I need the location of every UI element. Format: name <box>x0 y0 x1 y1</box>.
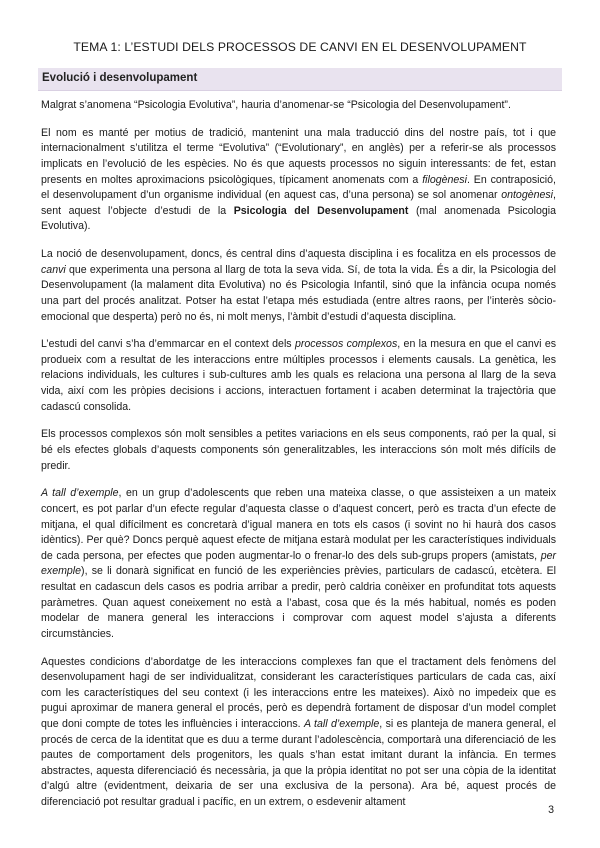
emphasis-filogenesi: filogènesi <box>422 173 467 186</box>
section-heading: Evolució i desenvolupament <box>42 72 198 84</box>
paragraph-4: L’estudi del canvi s’ha d’emmarcar en el context dels processos complexos, en la mesura en que el canvi es produeix com a resultat de les interaccions entre múltiples processos i elements causals. La genètica, les relacions individuals, les cultures i sub-cultures amb les quals es relaciona una persona al llarg de la seva vida, així com les pròpies decisions i accions, interactuen fortament i acaben determinat la trajectòria que cadascú consolida. <box>41 338 557 413</box>
paragraph-6: A tall d’exemple, en un grup d’adolescents que reben una mateixa classe, o que assisteixen a un mateix concert, es pot parlar d’un efecte regular d’aquesta classe o d’aquest concert, però es tracta d’un efecte de mitjana, el qual difícilment es concretarà d’igual manera en tots els casos (i sovint no hi haurà dos casos idèntics). Per què? Doncs perquè aquest efecte de mitjana estarà modulat per les característiques individuals de cada persona, per efectes que poden augmentar-lo o frenar-lo des dels sub-grups propers (amistats, per exemple), se li donarà significat en funció de les experiències prèvies, particulars de cadascú, etcètera. El resultat en cadascun dels casos es podria arribar a predir, però caldria conèixer en profunditat tots aquests paràmetres. Quan aquest coneixement no està a l’abast, cosa que és la més habitual, només es poden modelar de manera general les interaccions i comprovar com aquest model s’ajusta a diferents circumstàncies. <box>41 487 557 640</box>
strong-psicologia-desenvolupament: Psicologia del Desenvolupament <box>233 204 409 217</box>
emphasis-ontogenesi: ontogènesi <box>501 189 554 202</box>
paragraph-1: Malgrat s’anomena “Psicologia Evolutiva”, hauria d’anomenar-se “Psicologia del Desenvolupament”. <box>41 99 511 111</box>
title-main: L’ESTUDI DELS PROCESSOS DE CANVI EN EL DESENVOLUPAMENT <box>124 40 527 54</box>
paragraph-3: La noció de desenvolupament, doncs, és central dins d’aquesta disciplina i es focalitza en els processos de canvi que experimenta una persona al llarg de tota la seva vida. Sí, de tota la vida. És a dir, la Psicologia del Desenvolupament (la malament dita Evolutiva) no és Psicologia Infantil, sinó que la infància ocupa només una part del procés analitzat. Potser ha estat l’etapa més estudiada (entre altres raons, per l’interès sòcio-emocional que desperta) però no és, ni molt menys, l’àmbit d’estudi d’aquesta disciplina. <box>41 248 556 323</box>
paragraph-2: El nom es manté per motius de tradició, mantenint una mala traducció dins del nostre país, tot i que internacionalment s’utilitza el terme “Evolutiva” (“Evolutionary”, en anglès) per a referir-se als processos implicats en l’evolució de les espècies. No és que aquests processos no siguin interessants: de fet, estan presents en moltes aproximacions psicològiques, típicament anomenats com a filogènesi. En contraposició, el desenvolupament d’un organisme individual (en aquest cas, d’una persona) se sol anomenar ontogènesi, sent aquest l’objecte d’estudi de la Psicologia del Desenvolupament (mal anomenada Psicologia Evolutiva). <box>41 126 556 233</box>
page-number: 3 <box>548 804 554 816</box>
title-prefix: TEMA 1: <box>73 40 125 54</box>
emphasis-a-tall-d-exemple-2: A tall d’exemple <box>304 717 380 730</box>
emphasis-a-tall-d-exemple: A tall d’exemple <box>41 487 119 500</box>
emphasis-canvi: canvi <box>41 263 66 276</box>
emphasis-processos-complexos: processos complexos <box>294 338 398 351</box>
paragraph-5: Els processos complexos són molt sensibles a petites variacions en els seus components, raó per la qual, si bé els efectes globals d’aquests components són generalitzables, les interaccions són molt més difícils de predir. <box>41 428 556 472</box>
paragraph-7: Aquestes condicions d’abordatge de les interaccions complexes fan que el tractament dels fenòmens del desenvolupament hagi de ser individualitzat, considerant les característiques particulars de cada cas, així com les característiques del seu context (i les interaccions entre les mateixes). Això no impedeix que es pugui aproximar de manera general el procés, però es dependrà fortament de disposar d’un model complet que doni compte de totes les influències i interaccions. A tall d’exemple, si es planteja de manera general, el procés de cerca de la identitat que es duu a terme durant l’adolescència, comportarà una diferenciació de les pautes de comportament dels progenitors, les quals s’han estat imitant durant la infància. En termes abstractes, aquesta diferenciació és necessària, ja que la pròpia identitat no pot ser una còpia de la identitat d’algú altre (evidentment, deixaria de ser una exclusiva de la persona). Ara bé, aquest procés de diferenciació pot resultar gradual i pacífic, en un extrem, o esdevenir altament <box>41 655 557 808</box>
body-text <box>41 98 556 823</box>
section-heading-bar <box>38 68 562 91</box>
emphasis-per-exemple: per exemple <box>41 549 556 578</box>
page-title <box>0 40 600 54</box>
